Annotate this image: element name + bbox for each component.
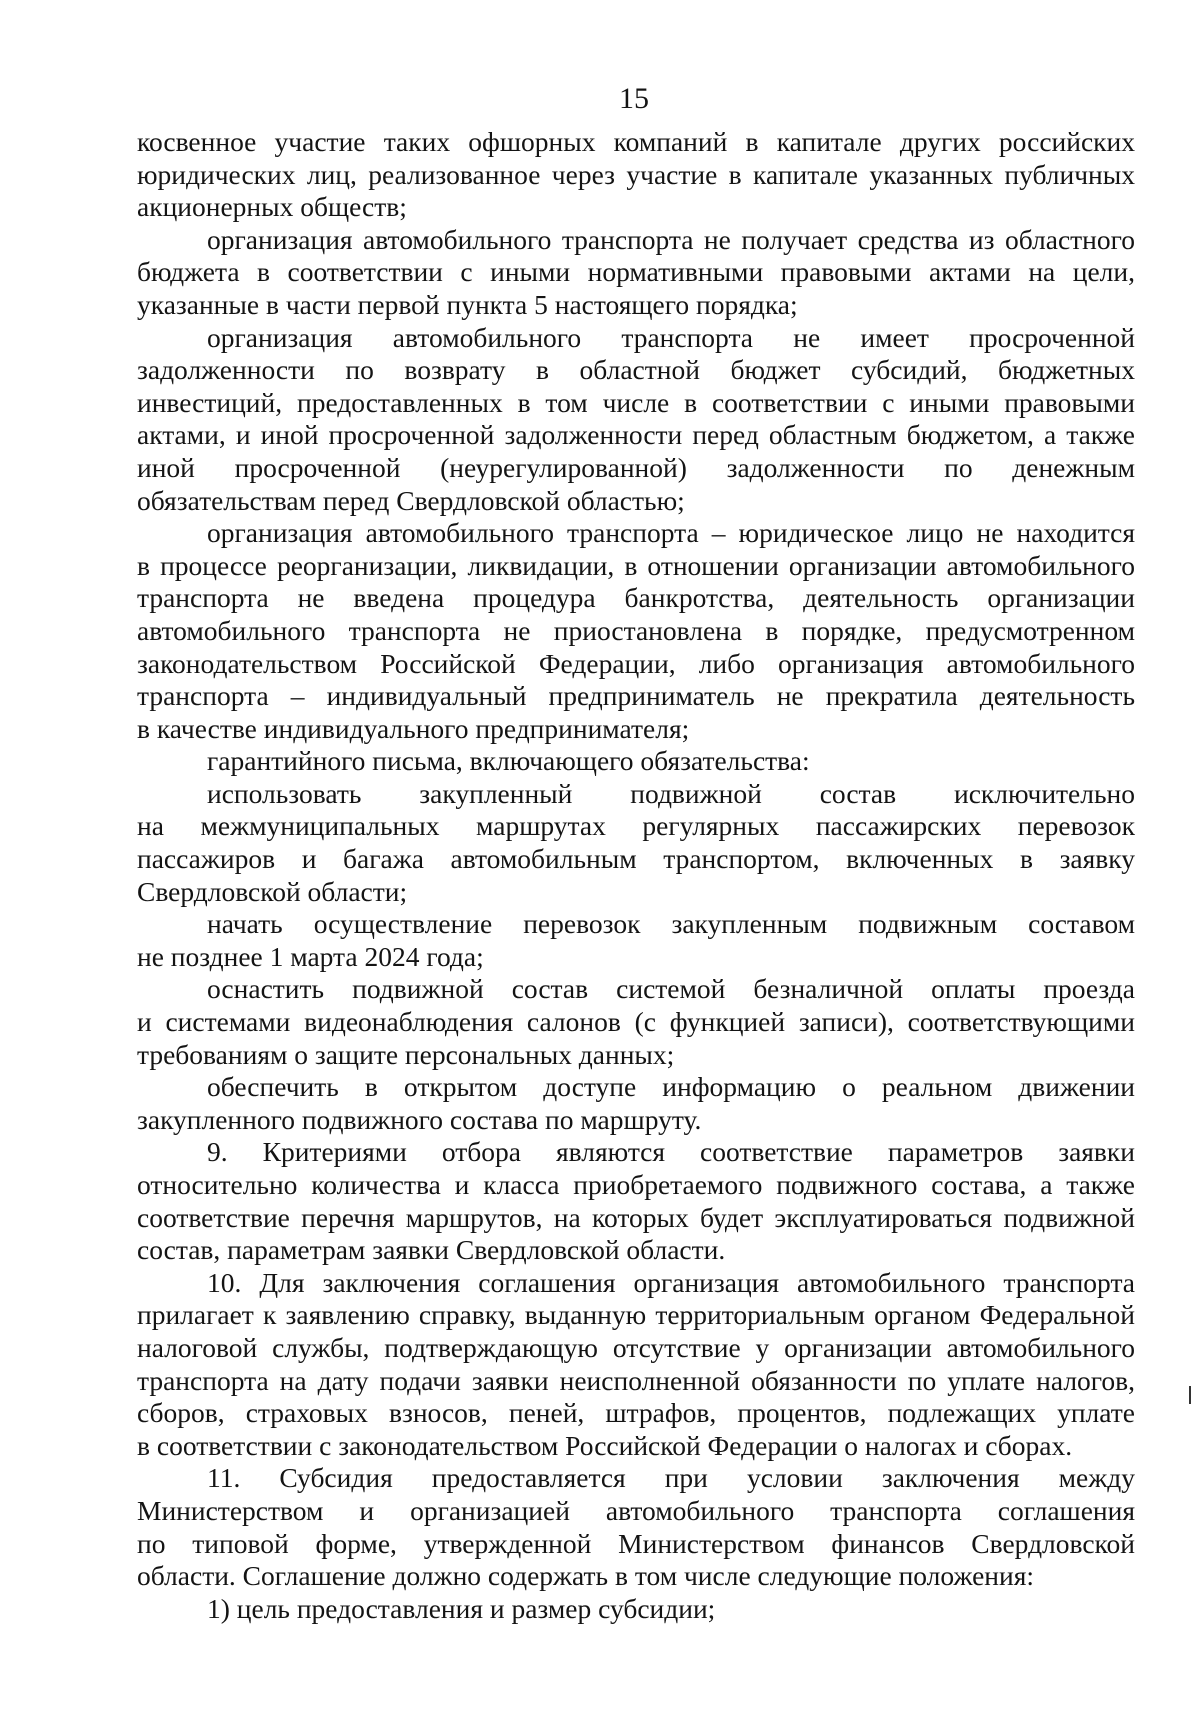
paragraph [137, 1071, 1135, 1136]
text-line: Свердловской области; [137, 875, 408, 907]
text-line: обязательствам перед Свердловской областью; [137, 484, 685, 516]
text-line: организация автомобильного транспорта не получает средства из областного [207, 223, 1135, 255]
paragraph [137, 778, 1135, 908]
paragraph [137, 126, 1135, 224]
text-line: 11. Субсидия предоставляется при условии заключения между [207, 1462, 1135, 1494]
text-line: оснастить подвижной состав системой безналичной оплаты проезда [207, 973, 1135, 1005]
text-line: относительно количества и класса приобретаемого подвижного состава, а также [137, 1169, 1135, 1200]
text-line: по типовой форме, утвержденной Министерством финансов Свердловской [137, 1527, 1135, 1559]
paragraph [137, 224, 1135, 322]
text-line: прилагает к заявлению справку, выданную территориальным органом Федеральной [137, 1299, 1135, 1331]
text-line: 10. Для заключения соглашения организация автомобильного транспорта [207, 1266, 1135, 1298]
text-line: транспорта – индивидуальный предприниматель не прекратила деятельность [137, 680, 1135, 712]
text-line: гарантийного письма, включающего обязательства: [207, 745, 810, 777]
scan-artifact-mark [1189, 1386, 1191, 1404]
text-line: актами, и иной просроченной задолженности перед областным бюджетом, а также [137, 419, 1135, 451]
paragraph [137, 1136, 1135, 1266]
paragraph [137, 322, 1135, 518]
paragraph [137, 1462, 1135, 1592]
text-line: требованиям о защите персональных данных; [137, 1038, 675, 1070]
paragraph [137, 517, 1135, 745]
text-line: состав, параметрам заявки Свердловской области. [137, 1234, 726, 1266]
paragraph [137, 973, 1135, 1071]
paragraph [137, 745, 1135, 778]
text-line: в соответствии с законодательством Российской Федерации о налогах и сборах. [137, 1429, 1073, 1461]
text-line: косвенное участие таких офшорных компаний в капитале других российских [137, 126, 1135, 157]
text-line: организация автомобильного транспорта не имеет просроченной [207, 321, 1135, 353]
text-line: 1) цель предоставления и размер субсидии; [207, 1592, 716, 1624]
text-line: иной просроченной (неурегулированной) задолженности по денежным [137, 451, 1135, 483]
text-line: начать осуществление перевозок закупленным подвижным составом [207, 908, 1135, 940]
text-line: указанные в части первой пункта 5 настоящего порядка; [137, 288, 798, 320]
paragraph [137, 908, 1135, 973]
text-line: области. Соглашение должно содержать в том числе следующие положения: [137, 1560, 1035, 1592]
text-line: не позднее 1 марта 2024 года; [137, 940, 484, 972]
text-line: сборов, страховых взносов, пеней, штрафов, процентов, подлежащих уплате [137, 1397, 1135, 1429]
text-line: инвестиций, предоставленных в том числе в соответствии с иными правовыми [137, 386, 1135, 418]
text-line: транспорта не введена процедура банкротства, деятельность организации [137, 582, 1135, 614]
text-line: законодательством Российской Федерации, либо организация автомобильного [137, 647, 1135, 679]
text-line: пассажиров и багажа автомобильным транспортом, включенных в заявку [137, 843, 1135, 875]
text-line: закупленного подвижного состава по маршруту. [137, 1103, 702, 1135]
paragraph [137, 1267, 1135, 1463]
text-line: транспорта на дату подачи заявки неисполненной обязанности по уплате налогов, [137, 1364, 1135, 1396]
text-line: акционерных обществ; [137, 191, 407, 223]
text-line: и системами видеонаблюдения салонов (с функцией записи), соответствующими [137, 1006, 1135, 1038]
text-line: обеспечить в открытом доступе информацию о реальном движении [207, 1071, 1135, 1103]
text-line: 9. Критериями отбора являются соответствие параметров заявки [207, 1136, 1135, 1168]
text-line: автомобильного транспорта не приостановлена в порядке, предусмотренном [137, 614, 1135, 646]
text-line: использовать закупленный подвижной состав исключительно [207, 777, 1135, 809]
text-line: юридических лиц, реализованное через участие в капитале указанных публичных [137, 158, 1135, 190]
text-line: соответствие перечня маршрутов, на которых будет эксплуатироваться подвижной [137, 1201, 1135, 1233]
paragraph [137, 1593, 1135, 1626]
text-line: организация автомобильного транспорта – юридическое лицо не находится [207, 517, 1135, 549]
text-line: в процессе реорганизации, ликвидации, в отношении организации автомобильного [137, 549, 1135, 581]
text-line: бюджета в соответствии с иными нормативными правовыми актами на цели, [137, 256, 1135, 288]
document-body [137, 126, 1135, 1625]
page-number: 15 [619, 82, 649, 115]
text-line: в качестве индивидуального предпринимателя; [137, 712, 690, 744]
text-line: налоговой службы, подтверждающую отсутствие у организации автомобильного [137, 1331, 1135, 1363]
text-line: на межмуниципальных маршрутах регулярных пассажирских перевозок [137, 810, 1135, 842]
text-line: задолженности по возврату в областной бюджет субсидий, бюджетных [137, 354, 1135, 386]
text-line: Министерством и организацией автомобильного транспорта соглашения [137, 1494, 1135, 1526]
